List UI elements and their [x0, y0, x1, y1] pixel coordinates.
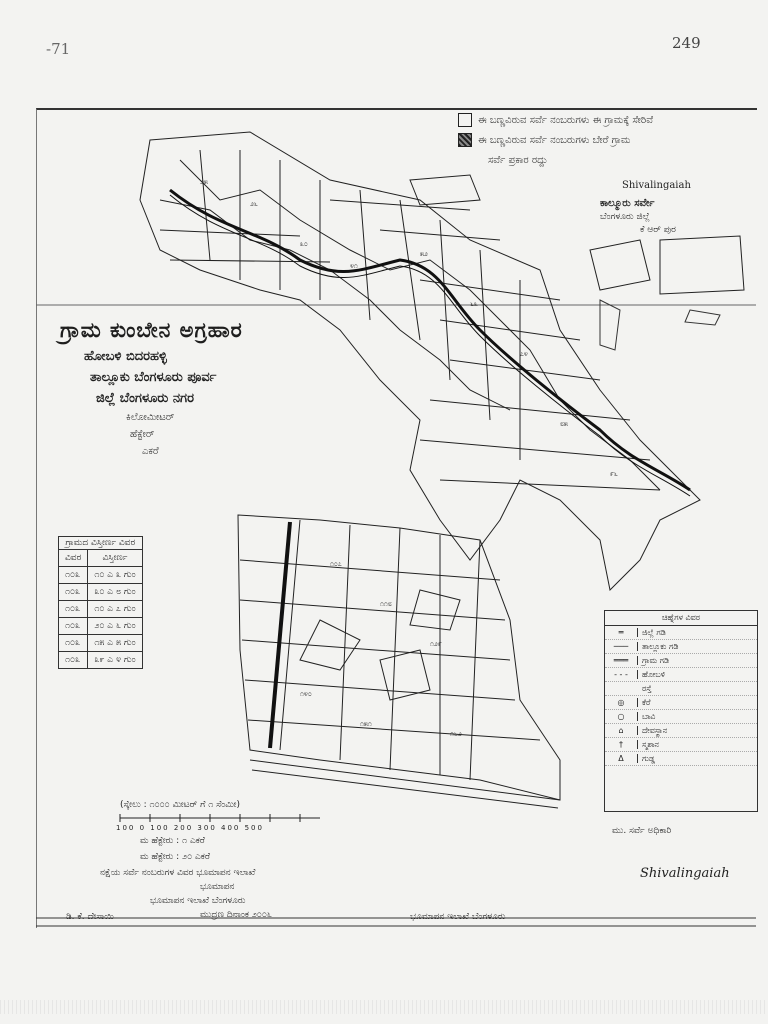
survey-number: ೧೫೧: [360, 720, 372, 728]
legend-row-1: [458, 110, 756, 130]
symbol-glyph: ───: [605, 642, 638, 651]
title-line-4: ಕಿಲೋಮೀಟರ್: [126, 412, 175, 423]
scale-ticks: 100 0 100 200 300 400 500: [116, 824, 264, 832]
area-row: [59, 652, 143, 669]
footer-note-2: ಮ ಹೆಕ್ಟೇರು : ೨೦ ಎಕರೆ: [140, 852, 210, 862]
area-row: [59, 601, 143, 618]
area-cell: ೧೦ ಎ ೭ ಗುಂ: [88, 601, 142, 618]
symbol-glyph: ═══: [605, 656, 638, 665]
area-cell: ೧೦ ಎ ೩ ಗುಂ: [88, 567, 142, 584]
corner-mark-left: -71: [46, 40, 71, 58]
scan-noise: [0, 1000, 768, 1014]
area-cell: ೩೯ ಎ ೪ ಗುಂ: [88, 652, 142, 669]
top-legend: [458, 110, 756, 170]
footer-note-6: ಮುದ್ರಣ ದಿನಾಂಕ ೨೦೦೬: [200, 910, 272, 920]
inset-line-3: ಕೆ ಆರ್ ಪುರ: [640, 225, 676, 235]
footer-note-1: ಮ ಹೆಕ್ಟೇರು : ೧ ಎಕರೆ: [140, 836, 205, 846]
symbol-row: [605, 668, 757, 682]
survey-number: ೧೧೮: [380, 600, 392, 608]
symbol-row: [605, 640, 757, 654]
area-cell: ೨೦ ಎ ೬ ಗುಂ: [88, 618, 142, 635]
legend-swatch-filled: [458, 133, 472, 147]
survey-number: ೪೧: [350, 262, 358, 270]
footer-signature: Shivalingaiah: [640, 866, 730, 881]
footer-bottom-mid: ಭೂಮಾಪನ ಇಲಾಖೆ ಬೆಂಗಳೂರು: [410, 912, 506, 922]
footer-right-label: ಮು. ಸರ್ವೆ ಅಧಿಕಾರಿ: [612, 826, 672, 836]
inset-line-2: ಬೆಂಗಳೂರು ಜಿಲ್ಲೆ: [600, 212, 650, 222]
area-row: [59, 567, 143, 584]
symbol-glyph: ○: [605, 712, 638, 721]
legend-row-2: [458, 130, 756, 150]
symbol-label: ಕೆರೆ: [642, 697, 651, 707]
survey-number: ೭೪: [520, 350, 528, 358]
symbols-legend: [604, 610, 758, 812]
title-line-3: ಜಿಲ್ಲೆ ಬೆಂಗಳೂರು ನಗರ: [96, 391, 194, 406]
symbol-row: [605, 738, 757, 752]
area-cell: ೧೦೩: [59, 584, 88, 601]
corner-mark-right: 249: [672, 34, 701, 52]
area-cell: ೧೦೩: [59, 635, 88, 652]
survey-number: ೧೬೨: [450, 730, 462, 738]
symbol-glyph: - - -: [605, 670, 638, 679]
legend-label-3: ಸರ್ವೆ ಪ್ರಕಾರ ರದ್ದು: [488, 154, 548, 166]
symbol-label: ಗ್ರಾಮ ಗಡಿ: [642, 655, 670, 665]
area-row: [59, 584, 143, 601]
survey-number: ೨೬: [250, 200, 258, 208]
symbols-header: ಚಿಹ್ನೆಗಳ ವಿವರ: [605, 611, 757, 626]
legend-swatch-empty: [458, 113, 472, 127]
area-cell: ೧೦೩: [59, 652, 88, 669]
survey-number: ೫೨: [420, 250, 428, 258]
title-line-5: ಹೆಕ್ಟೇರ್: [130, 429, 155, 440]
symbol-row: [605, 752, 757, 766]
footer-note-4: ಭೂಮಾಪನ: [200, 882, 235, 892]
title-line-2: ತಾಲ್ಲೂಕು ಬೆಂಗಳೂರು ಪೂರ್ವ: [90, 370, 217, 385]
map-title-block: [60, 318, 243, 457]
area-col-1: ವಿವರ: [59, 550, 88, 567]
symbol-row: [605, 710, 757, 724]
area-cell: ೧೦೩: [59, 567, 88, 584]
inset-line-1: ಕಾಲ್ಮೂರು ಸರ್ವೇ: [600, 198, 655, 209]
area-cell: ೧೦೩: [59, 601, 88, 618]
symbol-label: ಬಾವಿ: [642, 711, 656, 721]
footer-bottom-left: ಡಿ. ಕೆ. ದೇಸಾಯಿ: [66, 912, 114, 922]
village-title: ಗ್ರಾಮ ಕುಂಬೇನ ಅಗ್ರಹಾರ: [60, 318, 243, 342]
legend-row-3: [458, 150, 756, 170]
symbol-row: [605, 682, 757, 696]
survey-number: ೧೪೦: [300, 690, 312, 698]
area-table: [58, 536, 143, 669]
legend-label-1: ಈ ಬಣ್ಣವಿರುವ ಸರ್ವೆ ನಂಬರುಗಳು ಈ ಗ್ರಾಮಕ್ಕೆ ಸೇರಿವೆ: [478, 114, 654, 126]
symbol-label: ಜಿಲ್ಲೆ ಗಡಿ: [642, 627, 666, 637]
footer-note-3: ನಕ್ಷೆಯ ಸರ್ವೆ ನಂಬರುಗಳ ವಿವರ ಭೂಮಾಪನ ಇಲಾಖೆ: [100, 868, 256, 878]
title-line-1: ಹೋಬಳಿ ಬಿದರಹಳ್ಳಿ: [84, 349, 167, 364]
area-table-caption: ಗ್ರಾಮದ ವಿಸ್ತೀರ್ಣ ವಿವರ: [58, 536, 143, 549]
survey-number: ೧೦೭: [330, 560, 342, 568]
symbol-label: ಹೋಬಳಿ: [642, 669, 666, 679]
scale-text: (ಸ್ಕೇಲು : ೧೦೦೦ ಮೀಟರ್ ಗೆ ೧ ಸೆಂಮೀ): [120, 800, 241, 810]
survey-number: ೩೦: [300, 240, 308, 248]
area-cell: ೧೫ ಎ ೫ ಗುಂ: [88, 635, 142, 652]
symbol-label: ರಸ್ತೆ: [642, 683, 652, 693]
area-col-2: ವಿಸ್ತೀರ್ಣ: [88, 550, 142, 567]
symbol-glyph: †: [605, 740, 638, 749]
inset-signature: Shivalingaiah: [622, 180, 691, 191]
symbol-glyph: ═: [605, 628, 638, 637]
symbol-label: ಗುಡ್ಡ: [642, 753, 655, 763]
survey-number: ೬೩: [470, 300, 478, 308]
area-row: [59, 635, 143, 652]
symbol-glyph: Δ: [605, 754, 638, 763]
symbol-glyph: ⌂: [605, 726, 638, 735]
footer-note-5: ಭೂಮಾಪನ ಇಲಾಖೆ ಬೆಂಗಳೂರು: [150, 896, 246, 906]
symbol-row: [605, 724, 757, 738]
symbol-label: ದೇವಸ್ಥಾನ: [642, 725, 668, 735]
symbol-label: ತಾಲ್ಲೂಕು ಗಡಿ: [642, 641, 679, 651]
symbol-glyph: ◎: [605, 698, 638, 707]
survey-number: ೯೬: [610, 470, 618, 478]
area-cell: ೩೦ ಎ ೮ ಗುಂ: [88, 584, 142, 601]
symbol-row: [605, 654, 757, 668]
survey-number: ೮೫: [560, 420, 568, 428]
legend-label-2: ಈ ಬಣ್ಣವಿರುವ ಸರ್ವೆ ನಂಬರುಗಳು ಬೇರೆ ಗ್ರಾಮ: [478, 134, 631, 146]
survey-number: ೧೨೯: [430, 640, 442, 648]
symbol-row: [605, 696, 757, 710]
symbol-label: ಸ್ಮಶಾನ: [642, 739, 659, 749]
survey-number: ೨೫: [200, 178, 208, 186]
area-row: [59, 618, 143, 635]
title-line-6: ಎಕರೆ: [142, 446, 159, 457]
area-table-header: [59, 550, 143, 567]
symbol-row: [605, 626, 757, 640]
area-cell: ೧೦೩: [59, 618, 88, 635]
